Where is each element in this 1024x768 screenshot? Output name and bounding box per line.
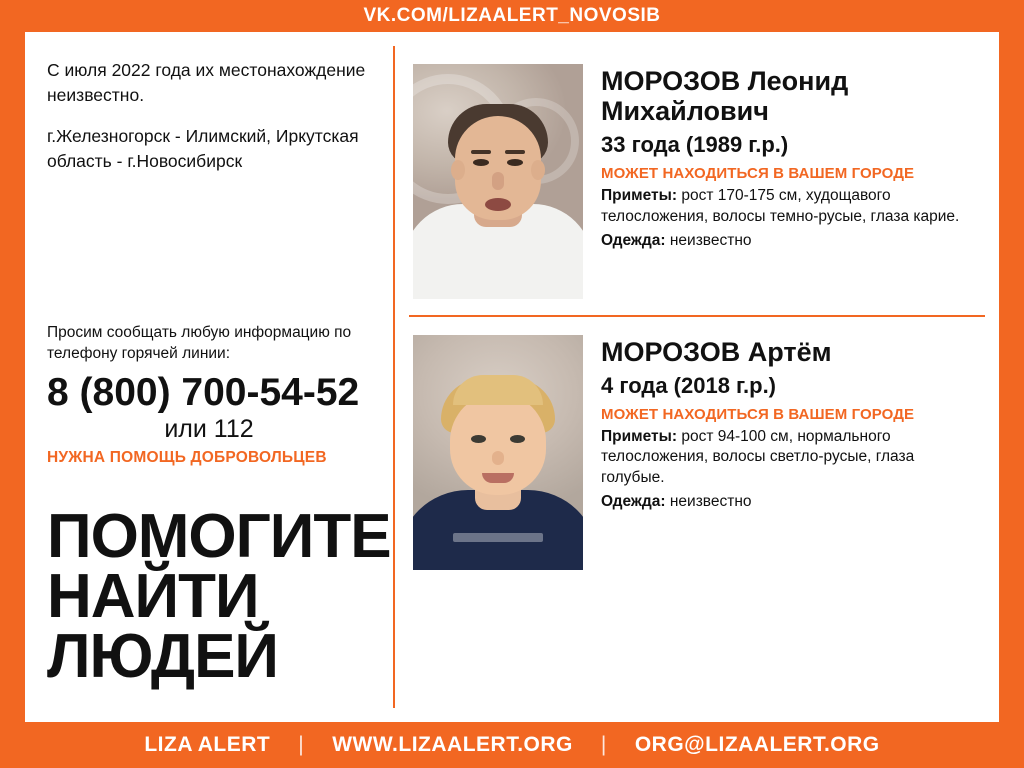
- clothes-value: неизвестно: [669, 231, 752, 249]
- left-column: [25, 32, 393, 722]
- poster-body: [25, 32, 999, 722]
- features-label: Приметы:: [601, 428, 678, 446]
- photo-adult-male: [413, 64, 583, 299]
- clothes-label: Одежда:: [601, 492, 666, 510]
- features-label: Приметы:: [601, 187, 678, 205]
- emergency-number: или 112: [164, 415, 254, 444]
- vk-link-bar: [0, 0, 1024, 32]
- footer-bar: [0, 722, 1024, 768]
- right-column: [395, 32, 999, 722]
- clothes-label: Одежда:: [601, 231, 666, 249]
- clothes-value: неизвестно: [669, 492, 752, 510]
- person-card: [409, 315, 985, 580]
- person-name: [601, 337, 981, 367]
- may-be-in-your-city-badge: МОЖЕТ НАХОДИТЬСЯ В ВАШЕМ ГОРОДЕ: [601, 406, 915, 424]
- person-clothes: [601, 492, 981, 512]
- person-name-line-1: МОРОЗОВ Артём: [601, 337, 832, 367]
- person-info: [601, 64, 981, 299]
- location-block: [47, 58, 371, 173]
- person-features: [601, 427, 981, 487]
- person-name-line-2: Михайлович: [601, 96, 769, 127]
- person-name: [601, 66, 981, 126]
- person-card: [409, 46, 985, 309]
- footer-email[interactable]: ORG@LIZAALERT.ORG: [634, 733, 880, 756]
- person-clothes: [601, 231, 981, 251]
- help-find-headline: [47, 502, 391, 692]
- footer-website[interactable]: WWW.LIZAALERT.ORG: [332, 733, 573, 756]
- person-info: [601, 335, 981, 570]
- person-age: 33 года (1989 г.р.): [601, 132, 789, 158]
- person-age: 4 года (2018 г.р.): [601, 373, 777, 399]
- hotline-prompt: Просим сообщать любую информацию по телефону горячей линии:: [47, 324, 352, 363]
- person-name-line-1: МОРОЗОВ Леонид: [601, 66, 849, 96]
- may-be-in-your-city-badge: МОЖЕТ НАХОДИТЬСЯ В ВАШЕМ ГОРОДЕ: [601, 165, 915, 183]
- help-find-line-1: ПОМОГИТЕ: [47, 502, 391, 572]
- missing-since-text: С июля 2022 года их местонахождение неизвестно.: [47, 60, 366, 105]
- features-value: рост 170-175 см, худощавого телосложения, волосы темно-русые, глаза карие.: [601, 187, 960, 225]
- footer-org-name: LIZA ALERT: [144, 733, 271, 756]
- person-features: [601, 186, 981, 226]
- route-text: г.Железногорск - Илимский, Иркутская область - г.Новосибирск: [47, 125, 359, 171]
- hotline-phone: 8 (800) 700-54-52: [47, 371, 360, 415]
- footer-separator-1: |: [298, 733, 305, 756]
- volunteers-needed-text: НУЖНА ПОМОЩЬ ДОБРОВОЛЬЦЕВ: [47, 449, 327, 467]
- photo-child-boy: [413, 335, 583, 570]
- features-value: рост 94-100 см, нормального телосложения, волосы светло-русые, глаза голубые.: [601, 428, 915, 486]
- vk-link-text: VK.COM/LIZAALERT_NOVOSIB: [363, 5, 661, 26]
- help-find-line-3: ЛЮДЕЙ: [47, 622, 278, 692]
- hotline-block: [47, 323, 371, 467]
- footer-separator-2: |: [600, 733, 607, 756]
- help-find-line-2: НАЙТИ: [47, 562, 259, 632]
